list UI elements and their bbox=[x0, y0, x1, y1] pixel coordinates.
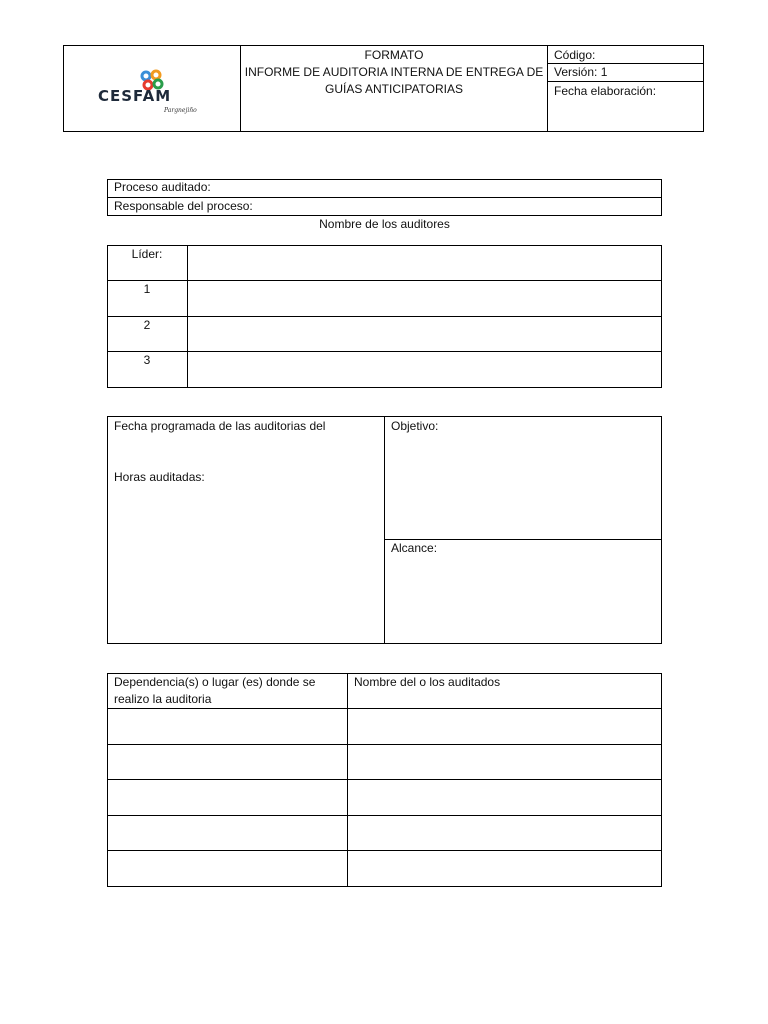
dependencias-row-line-2 bbox=[107, 744, 662, 745]
document-type: FORMATO bbox=[364, 48, 424, 62]
auditor-3-label: 3 bbox=[143, 353, 151, 367]
header-row-line-2 bbox=[547, 81, 704, 82]
fecha-elaboracion-label: Fecha elaboración: bbox=[554, 84, 657, 98]
document-title-line-1: INFORME DE AUDITORIA INTERNA DE ENTREGA DE bbox=[244, 65, 544, 79]
proceso-row-line bbox=[107, 197, 662, 198]
responsable-proceso-label: Responsable del proceso: bbox=[114, 199, 253, 213]
logo-subtitle: Pargnejiño bbox=[164, 107, 197, 114]
dependencias-col-divider bbox=[347, 673, 348, 887]
auditor-2-field[interactable] bbox=[188, 317, 661, 351]
logo-dot-orange bbox=[152, 71, 160, 79]
dependencia-header-line-2: realizo la auditoria bbox=[114, 692, 212, 706]
objetivo-label: Objetivo: bbox=[391, 419, 439, 433]
auditores-heading: Nombre de los auditores bbox=[319, 217, 450, 231]
version-label: Versión: 1 bbox=[554, 65, 608, 79]
dependencia-header-line-1: Dependencia(s) o lugar (es) donde se bbox=[114, 675, 316, 689]
dependencias-row-line-3 bbox=[107, 779, 662, 780]
auditor-3-field[interactable] bbox=[188, 352, 661, 387]
document-title-line-2: GUÍAS ANTICIPATORIAS bbox=[324, 82, 464, 96]
codigo-label: Código: bbox=[554, 48, 596, 62]
auditor-2-label: 2 bbox=[143, 318, 151, 332]
dependencias-row-line-4 bbox=[107, 815, 662, 816]
auditor-lider-label: Líder: bbox=[131, 247, 163, 261]
horas-auditadas-label: Horas auditadas: bbox=[114, 470, 205, 484]
fechas-col-divider bbox=[384, 416, 385, 644]
alcance-label: Alcance: bbox=[391, 541, 438, 555]
auditados-header: Nombre del o los auditados bbox=[354, 675, 501, 689]
proceso-auditado-label: Proceso auditado: bbox=[114, 180, 211, 194]
header-divider-right bbox=[547, 45, 548, 132]
objetivo-alcance-divider bbox=[384, 539, 662, 540]
dependencias-row-line-1 bbox=[107, 708, 662, 709]
fecha-programada-label: Fecha programada de las auditorias del bbox=[114, 419, 326, 433]
logo-wordmark: CESFAM bbox=[98, 87, 172, 105]
auditor-lider-field[interactable] bbox=[188, 246, 661, 280]
logo-dot-blue bbox=[142, 72, 150, 80]
header-row-line-1 bbox=[547, 63, 704, 64]
cesfam-logo bbox=[92, 66, 216, 118]
auditor-1-field[interactable] bbox=[188, 281, 661, 316]
auditor-1-label: 1 bbox=[143, 282, 151, 296]
dependencias-row-line-5 bbox=[107, 850, 662, 851]
